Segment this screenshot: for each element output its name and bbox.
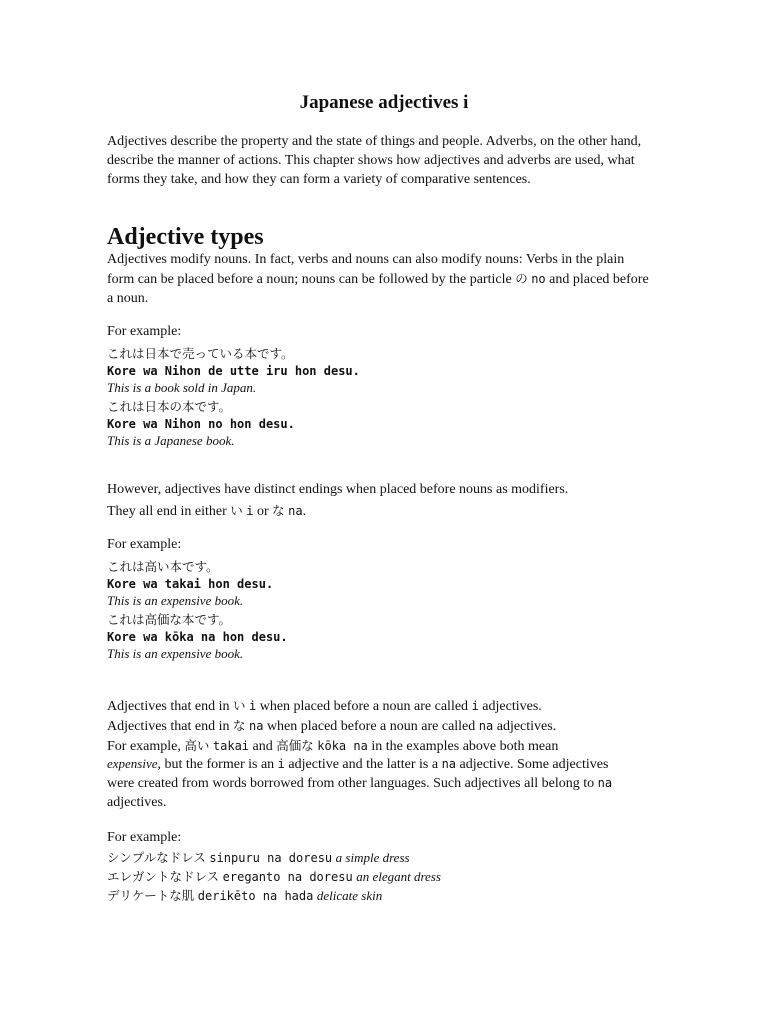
text: adjective. Some adjectives xyxy=(459,757,609,772)
paragraph-expensive xyxy=(107,756,608,773)
example-label: For example: xyxy=(107,324,182,339)
text: , but the former is an xyxy=(157,757,275,772)
example-jp: シンプルなドレス xyxy=(107,850,206,865)
example-jp: エレガントなドレス xyxy=(107,869,220,884)
text: For example, xyxy=(107,739,181,754)
example-translation: This is a book sold in Japan. xyxy=(107,380,257,395)
endings-text: They all end in either xyxy=(107,504,227,519)
paragraph-tail: and placed before a noun. xyxy=(107,272,649,306)
jp-term: 高い xyxy=(184,738,210,753)
example-translation: This is a Japanese book. xyxy=(107,433,235,448)
romaji-term: i xyxy=(471,699,479,713)
romaji-term: na xyxy=(441,757,457,771)
text: when placed before a noun are called xyxy=(259,699,469,714)
romaji-term: takai xyxy=(212,739,250,753)
text: in the examples above both mean xyxy=(371,739,559,754)
example-translation: an elegant dress xyxy=(356,869,441,884)
na-ending-jp: な xyxy=(272,503,285,518)
paragraph-endings-line1: However, adjectives have distinct endings when placed before nouns as modifiers. xyxy=(107,482,569,497)
example-translation: delicate skin xyxy=(316,888,383,903)
particle-romaji: no xyxy=(531,272,546,286)
romaji-term: na xyxy=(597,776,613,790)
text: adjective and the latter is a xyxy=(288,757,439,772)
example-romaji: Kore wa Nihon de utte iru hon desu. xyxy=(107,364,360,378)
romaji-term: i xyxy=(248,699,257,713)
paragraph-text: Adjectives modify nouns. In fact, verbs and nouns can also modify nouns: Verbs in the plain form can be placed before a noun; nouns can be followed by the particle xyxy=(107,252,625,287)
example-row xyxy=(107,886,382,905)
paragraph-na-adjectives xyxy=(107,716,556,735)
romaji-term: na xyxy=(248,719,264,733)
intro-paragraph: Adjectives describe the property and the state of things and people. Adverbs, on the other hand, describe the manner of actions. This chapter shows how adjectives and adverbs are used, what forms they take, and how they can form a variety of comparative sentences. xyxy=(107,134,642,187)
paragraph-i-adjectives xyxy=(107,696,542,715)
example-jp: これは高い本です。 xyxy=(107,559,219,574)
text: adjectives. xyxy=(496,719,557,734)
i-ending-jp: い xyxy=(230,503,243,518)
page-title: Japanese adjectives i xyxy=(299,92,469,113)
example-translation: a simple dress xyxy=(335,850,410,865)
paragraph-modifiers xyxy=(107,250,652,308)
romaji-term: i xyxy=(277,757,285,771)
jp-term: な xyxy=(232,718,246,733)
period: . xyxy=(302,504,307,519)
example-label: For example: xyxy=(107,830,182,845)
particle-jp: の xyxy=(515,271,528,286)
example-romaji: Kore wa kōka na hon desu. xyxy=(107,630,288,644)
italic-term: expensive xyxy=(107,756,158,771)
example-jp: これは高価な本です。 xyxy=(107,612,232,627)
paragraph-borrowed-end: adjectives. xyxy=(107,795,167,810)
example-jp: これは日本の本です。 xyxy=(107,399,232,414)
text: and xyxy=(252,739,273,754)
text: Adjectives that end in xyxy=(107,699,230,714)
section-heading: Adjective types xyxy=(107,224,264,250)
example-translation: This is an expensive book. xyxy=(107,593,244,608)
na-ending-romaji: na xyxy=(288,504,303,518)
paragraph-borrowed xyxy=(107,776,612,792)
jp-term: 高価な xyxy=(276,738,314,753)
example-jp: デリケートな肌 xyxy=(107,888,195,903)
i-ending-romaji: i xyxy=(246,504,254,518)
text: were created from words borrowed from other languages. Such adjectives all belong to xyxy=(107,776,595,791)
example-row xyxy=(107,848,410,867)
example-jp: これは日本で売っている本です。 xyxy=(107,346,294,361)
example-row xyxy=(107,867,441,886)
romaji-term: kōka na xyxy=(317,739,368,753)
text: adjectives. xyxy=(482,699,542,714)
example-romaji: Kore wa takai hon desu. xyxy=(107,577,274,591)
text: when placed before a noun are called xyxy=(266,719,476,734)
or-text: or xyxy=(256,504,269,519)
romaji-term: na xyxy=(478,719,494,733)
example-romaji: sinpuru na doresu xyxy=(209,851,333,865)
paragraph-endings-line2 xyxy=(107,501,306,520)
example-translation: This is an expensive book. xyxy=(107,646,244,661)
jp-term: い xyxy=(232,698,246,713)
paragraph-example-takai xyxy=(107,736,558,755)
example-romaji: Kore wa Nihon no hon desu. xyxy=(107,417,295,431)
example-romaji: ereganto na doresu xyxy=(222,870,353,884)
text: Adjectives that end in xyxy=(107,719,230,734)
example-label: For example: xyxy=(107,537,182,552)
example-romaji: derikēto na hada xyxy=(197,889,314,903)
